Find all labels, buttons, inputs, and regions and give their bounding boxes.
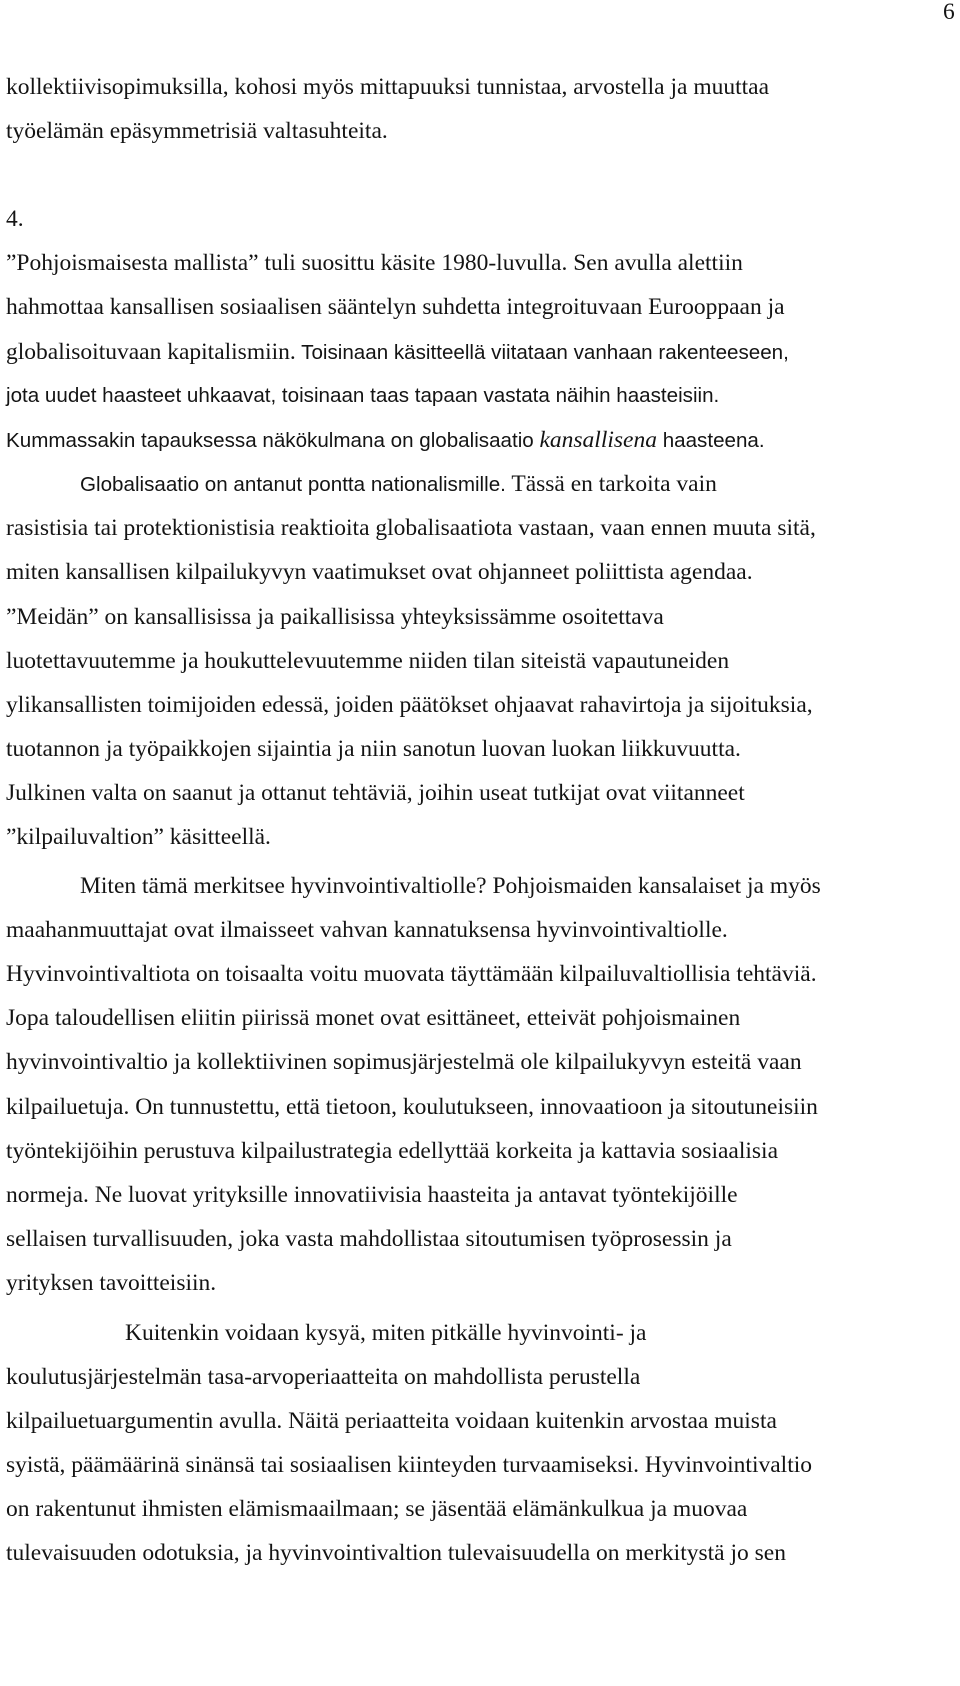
section-number — [6, 204, 24, 234]
text-span: työelämän epäsymmetrisiä valtasuhteita. — [6, 118, 388, 144]
text-line — [6, 915, 728, 945]
text-span: on rakentunut ihmisten elämismaailmaan; se jäsentää elämänkulkua ja muovaa — [6, 1496, 748, 1522]
text-span: syistä, päämäärinä sinänsä tai sosiaalisen kiinteyden turvaamiseksi. Hyvinvointivaltio — [6, 1452, 812, 1478]
text-line — [6, 248, 743, 278]
text-line — [6, 557, 753, 587]
text-line — [6, 72, 769, 102]
text-span: Kuitenkin voidaan kysyä, miten pitkälle hyvinvointi- ja — [125, 1320, 647, 1346]
text-span: normeja. Ne luovat yrityksille innovatiivisia haasteita ja antavat työntekijöille — [6, 1182, 738, 1208]
text-line — [6, 602, 664, 632]
text-span: tuotannon ja työpaikkojen sijaintia ja niin sanotun luovan luokan liikkuvuutta. — [6, 736, 741, 762]
text-span-sans: haasteena. — [656, 429, 765, 452]
text-line — [80, 871, 821, 901]
text-span: Tässä en tarkoita vain — [505, 471, 717, 497]
text-span: maahanmuuttajat ovat ilmaisseet vahvan kannatuksensa hyvinvointivaltiolle. — [6, 917, 728, 943]
text-span-sans: jota uudet haasteet uhkaavat, toisinaan taas tapaan vastata näihin haasteisiin. — [6, 384, 720, 407]
text-line — [6, 646, 729, 676]
text-span-sans: Toisinaan käsitteellä viitataan vanhaan rakenteeseen, — [295, 341, 789, 364]
text-line — [6, 425, 765, 456]
text-line — [6, 1362, 640, 1392]
text-span: tulevaisuuden odotuksia, ja hyvinvointivaltion tulevaisuudella on merkitystä jo sen — [6, 1540, 786, 1566]
text-span: yrityksen tavoitteisiin. — [6, 1270, 217, 1296]
text-line — [125, 1318, 646, 1348]
text-line — [6, 959, 817, 989]
text-span: globalisoituvaan kapitalismiin. — [6, 339, 296, 365]
text-line — [6, 513, 816, 543]
text-span: ”Pohjoismaisesta mallista” tuli suosittu käsite 1980-luvulla. Sen avulla alettiin — [6, 250, 743, 276]
text-span: kollektiivisopimuksilla, kohosi myös mittapuuksi tunnistaa, arvostella ja muuttaa — [6, 74, 770, 100]
text-line — [6, 1003, 740, 1033]
text-span: miten kansallisen kilpailukyvyn vaatimukset ovat ohjanneet poliittista agendaa. — [6, 559, 753, 585]
text-line — [6, 116, 388, 146]
text-line — [6, 381, 719, 411]
text-line — [6, 337, 789, 368]
text-line — [6, 734, 741, 764]
italic-term: kansallisena — [539, 427, 657, 453]
text-span: ”kilpailuvaltion” käsitteellä. — [6, 824, 271, 850]
text-line — [6, 1047, 802, 1077]
text-line — [6, 1268, 216, 1298]
text-span-sans: Kummassakin tapauksessa näkökulmana on globalisaatio — [6, 429, 540, 452]
text-span: ”Meidän” on kansallisissa ja paikallisissa yhteyksissämme osoitettava — [6, 604, 664, 630]
text-line — [6, 822, 271, 852]
text-span: Julkinen valta on saanut ja ottanut tehtäviä, joihin useat tutkijat ovat viitanneet — [6, 780, 745, 806]
text-span: sellaisen turvallisuuden, joka vasta mahdollistaa sitoutumisen työprosessin ja — [6, 1226, 732, 1252]
text-span: Miten tämä merkitsee hyvinvointivaltiolle? Pohjoismaiden kansalaiset ja myös — [80, 873, 821, 899]
text-line — [6, 292, 785, 322]
text-line — [6, 1224, 732, 1254]
text-span: hahmottaa kansallisen sosiaalisen sääntelyn suhdetta integroituvaan Eurooppaan ja — [6, 294, 785, 320]
text-span: ylikansallisten toimijoiden edessä, joiden päätökset ohjaavat rahavirtoja ja sijoituksia, — [6, 692, 813, 718]
text-span: kilpailuetuargumentin avulla. Näitä periaatteita voidaan kuitenkin arvostaa muista — [6, 1408, 777, 1434]
text-span: työntekijöihin perustuva kilpailustrategia edellyttää korkeita ja kattavia sosiaalisia — [6, 1138, 779, 1164]
page-number: 6 — [943, 0, 955, 25]
text-line — [6, 690, 813, 720]
text-line — [6, 778, 745, 808]
text-span: Hyvinvointivaltiota on toisaalta voitu muovata täyttämään kilpailuvaltiollisia tehtäviä. — [6, 961, 817, 987]
text-line — [6, 1406, 777, 1436]
text-line — [6, 1450, 812, 1480]
text-line — [6, 1538, 786, 1568]
text-span: rasistisia tai protektionistisia reaktioita globalisaatiota vastaan, vaan ennen muuta sitä, — [6, 515, 816, 541]
text-span: luotettavuutemme ja houkuttelevuutemme niiden tilan siteistä vapautuneiden — [6, 648, 730, 674]
text-span: 4. — [6, 206, 24, 232]
text-span: Jopa taloudellisen eliitin piirissä monet ovat esittäneet, etteivät pohjoismainen — [6, 1005, 741, 1031]
text-span: hyvinvointivaltio ja kollektiivinen sopimusjärjestelmä ole kilpailukyvyn esteitä vaan — [6, 1049, 802, 1075]
text-line — [6, 1092, 818, 1122]
text-span: kilpailuetuja. On tunnustettu, että tietoon, koulutukseen, innovaatioon ja sitoutuneisiin — [6, 1094, 818, 1120]
text-line — [6, 1494, 747, 1524]
text-span-sans: Globalisaatio on antanut pontta nationalismille. — [80, 473, 506, 496]
text-line — [6, 1180, 738, 1210]
text-line — [6, 1136, 778, 1166]
text-line — [80, 469, 717, 500]
text-span: koulutusjärjestelmän tasa-arvoperiaatteita on mahdollista perustella — [6, 1364, 641, 1390]
